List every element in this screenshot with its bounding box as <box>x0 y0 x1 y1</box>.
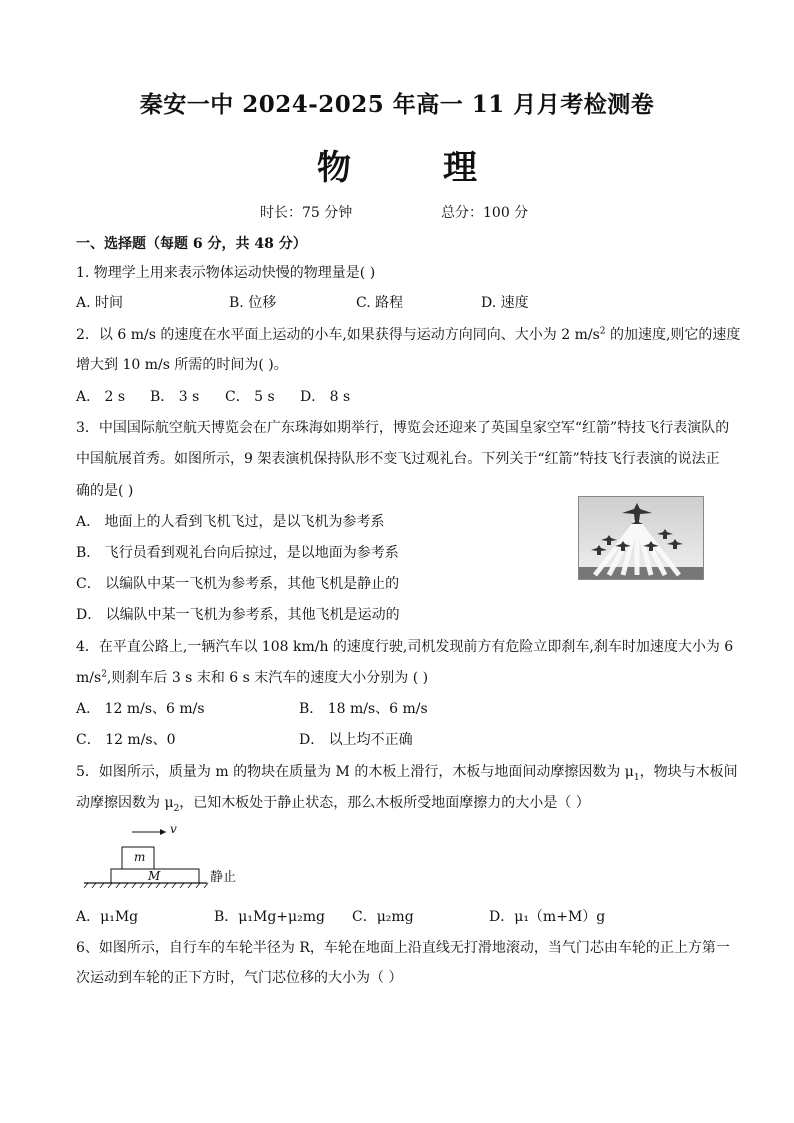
static-label: 静止 <box>210 870 237 885</box>
q3-option-a: A． 地面上的人看到飞机飞过，是以飞机为参考系 <box>76 514 385 530</box>
q4-superscript: 2 <box>101 669 107 680</box>
q3-option-c: C． 以编队中某一飞机为参考系，其他飞机是静止的 <box>76 576 400 592</box>
q1-option-d: D. 速度 <box>481 295 529 311</box>
q6-stem-line1: 6、如图所示，自行车的车轮半径为 R，车轮在地面上沿直线无打滑地滚动，当气门芯由车轮的正上方第一 <box>76 940 730 956</box>
q5-stem-part: ，已知木板处于静止状态，那么木板所受地面摩擦力的大小是（ ） <box>179 795 590 811</box>
q1-option-b: B. 位移 <box>229 295 277 311</box>
q2-stem-part: 2．以 6 m/s 的速度在水平面上运动的小车,如果获得与运动方向同向、大小为 2 m/s <box>76 327 600 343</box>
q4-option-d: D． 以上均不正确 <box>299 732 413 748</box>
q5-stem-part: 动摩擦因数为 μ <box>76 795 174 811</box>
q4-option-b: B． 18 m/s、6 m/s <box>299 701 428 717</box>
q5-stem-part: 5．如图所示，质量为 m 的物块在质量为 M 的木板上滑行，木板与地面间动摩擦因数为 μ <box>76 764 634 780</box>
q1-option-c: C. 路程 <box>356 295 404 311</box>
q2-option-a: A． 2 s <box>76 389 126 405</box>
q4-stem-line1: 4．在平直公路上,一辆汽车以 108 km/h 的速度行驶,司机发现前方有危险立即刹车,刹车时加速度大小为 6 <box>76 639 734 655</box>
q5-stem-part: ，物块与木板间 <box>639 764 738 780</box>
q5-option-b: B．μ₁Mg+μ₂mg <box>214 909 325 925</box>
q6-stem-line2: 次运动到车轮的正下方时，气门芯位移的大小为（ ） <box>76 970 403 986</box>
q5-subscript: 1 <box>633 772 640 783</box>
q2-stem-part: 的加速度,则它的速度 <box>605 327 741 343</box>
q4-stem-part: m/s <box>76 670 102 686</box>
q1-stem: 1. 物理学上用来表示物体运动快慢的物理量是( ) <box>76 265 376 281</box>
board-mass-label: M <box>148 869 161 883</box>
q3-stem-line3: 确的是( ) <box>76 483 134 499</box>
q1-option-a: A. 时间 <box>76 295 124 311</box>
section-heading: 一、选择题（每题 6 分，共 48 分） <box>76 236 307 252</box>
q2-stem-line2: 增大到 10 m/s 所需的时间为( )。 <box>76 357 288 373</box>
block-board-diagram <box>84 822 254 888</box>
q2-superscript: 2 <box>599 326 606 337</box>
red-arrows-photo <box>578 496 704 580</box>
q2-option-b: B． 3 s <box>150 389 200 405</box>
q5-option-d: D．μ₁（m+M）g <box>489 909 606 925</box>
q5-stem-line2 <box>76 792 590 814</box>
block-mass-label: m <box>134 850 146 864</box>
q5-stem-line1 <box>76 761 738 783</box>
q4-stem-line2 <box>76 667 428 687</box>
exam-title: 秦安一中 2024-2025 年高一 11 月月考检测卷 <box>139 91 655 118</box>
q3-stem-line2: 中国航展首秀。如图所示，9 架表演机保持队形不变飞过观礼台。下列关于“红箭”特技飞行表演的说法正 <box>76 451 720 467</box>
q5-option-c: C．μ₂mg <box>352 909 414 925</box>
q2-option-c: C． 5 s <box>225 389 275 405</box>
q4-stem-part: ,则刹车后 3 s 末和 6 s 末汽车的速度大小分别为 ( ) <box>106 670 429 686</box>
q3-option-d: D． 以编队中某一飞机为参考系，其他飞机是运动的 <box>76 607 400 623</box>
subject-title <box>0 140 794 189</box>
q2-stem-line1 <box>76 324 740 344</box>
subject-char-1: 物 <box>317 148 351 188</box>
q3-option-b: B． 飞行员看到观礼台向后掠过，是以地面为参考系 <box>76 545 399 561</box>
velocity-label: v <box>170 822 177 836</box>
q4-option-a: A． 12 m/s、6 m/s <box>76 701 205 717</box>
q2-option-d: D． 8 s <box>300 389 351 405</box>
exam-total-score: 总分：100 分 <box>441 205 529 221</box>
q3-stem-line1: 3．中国国际航空航天博览会在广东珠海如期举行，博览会还迎来了英国皇家空军“红箭”特技飞行表演队的 <box>76 420 730 436</box>
q5-option-a: A．μ₁Mg <box>76 909 139 925</box>
q4-option-c: C． 12 m/s、0 <box>76 732 176 748</box>
subject-char-2: 理 <box>443 148 477 188</box>
q5-subscript: 2 <box>173 803 180 814</box>
exam-duration: 时长：75 分钟 <box>260 205 353 221</box>
